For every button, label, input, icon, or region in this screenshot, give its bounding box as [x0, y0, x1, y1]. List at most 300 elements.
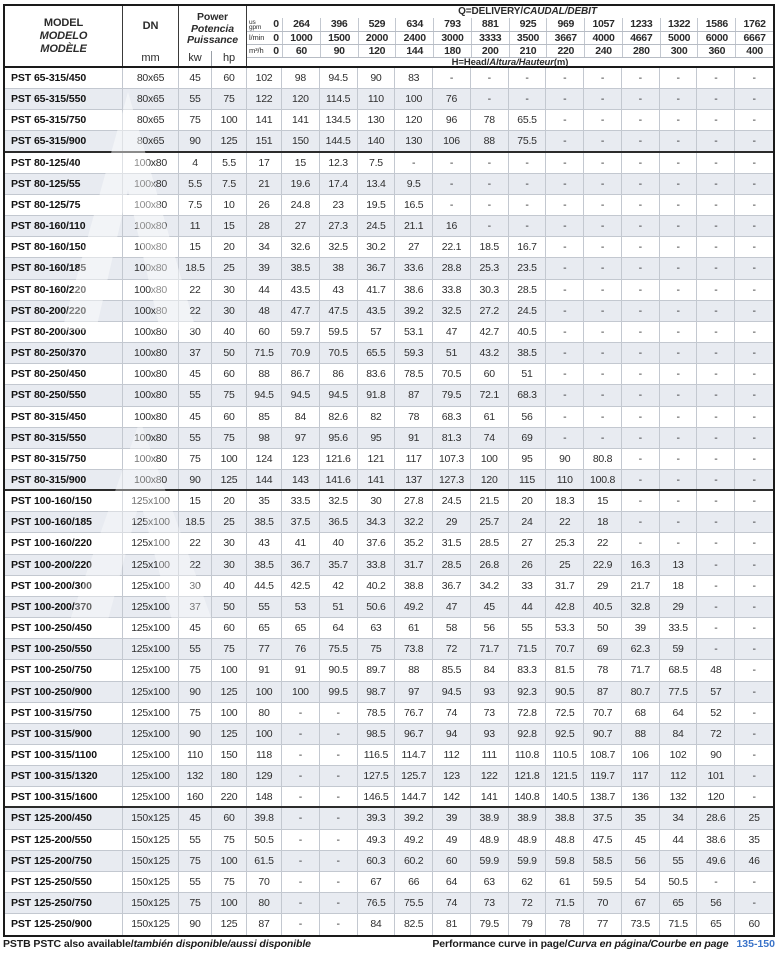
- hp-cell: 30: [212, 555, 247, 575]
- model-cell: PST 80-160/220: [5, 280, 123, 300]
- kw-cell: 55: [179, 89, 212, 109]
- model-cell: PST 100-160/220: [5, 533, 123, 553]
- kw-cell: 4: [179, 153, 212, 173]
- head-value-cell: 141.6: [320, 470, 358, 489]
- flow-header-rows: [247, 18, 773, 57]
- head-value-cell: -: [697, 153, 735, 173]
- model-cell: PST 65-315/900: [5, 131, 123, 150]
- head-value-cell: 33.6: [395, 258, 433, 278]
- head-value-cell: 17.4: [320, 174, 358, 194]
- head-value-cell: -: [660, 174, 698, 194]
- head-value-cell: -: [622, 322, 660, 342]
- hp-cell: 75: [212, 639, 247, 659]
- head-value-cell: 47.7: [282, 301, 320, 321]
- head-value-cell: 62.3: [622, 639, 660, 659]
- head-value-cell: 49.2: [395, 830, 433, 850]
- page-numbers: 135-150: [736, 938, 775, 950]
- dn-cell: 80x65: [123, 110, 179, 130]
- table-row: [5, 89, 773, 110]
- hp-cell: 125: [212, 131, 247, 150]
- hp-cell: 40: [212, 322, 247, 342]
- hp-cell: 125: [212, 724, 247, 744]
- head-value-cell: -: [660, 89, 698, 109]
- head-value-cell: -: [546, 68, 584, 88]
- head-value-cell: 63: [471, 872, 509, 892]
- head-value-cell: 73: [471, 893, 509, 913]
- head-value-cell: -: [509, 89, 547, 109]
- head-value-cell: -: [546, 364, 584, 384]
- table-row: [5, 830, 773, 851]
- model-cell: PST 80-250/450: [5, 364, 123, 384]
- flow-value: 264: [282, 18, 320, 31]
- head-value-cell: 81.5: [546, 660, 584, 680]
- head-value-cell: 44.5: [247, 576, 282, 596]
- footer-availability-en: PSTB PSTC also available/: [3, 938, 134, 950]
- head-value-cell: -: [320, 914, 358, 935]
- head-value-cell: -: [660, 301, 698, 321]
- head-value-cell: -: [660, 407, 698, 427]
- head-value-cell: 25.3: [546, 533, 584, 553]
- table-row: [5, 174, 773, 195]
- footer-curve-en: Performance curve in page/: [432, 938, 568, 950]
- head-value-cell: -: [697, 470, 735, 489]
- head-value-cell: 45: [622, 830, 660, 850]
- head-value-cell: 71.5: [247, 343, 282, 363]
- head-value-cell: 92.8: [509, 724, 547, 744]
- head-value-cell: 138.7: [584, 787, 622, 806]
- head-value-cell: -: [660, 470, 698, 489]
- head-value-cell: 68.3: [509, 385, 547, 405]
- head-value-cell: 18: [584, 512, 622, 532]
- head-value-cell: 60: [471, 364, 509, 384]
- head-value-cell: 28.5: [433, 555, 471, 575]
- head-value-cell: 39: [433, 808, 471, 828]
- hp-cell: 60: [212, 808, 247, 828]
- flow-header-row: [247, 18, 773, 31]
- head-value-cell: 65: [660, 893, 698, 913]
- head-value-cell: 17: [247, 153, 282, 173]
- head-value-cell: 93: [471, 682, 509, 702]
- head-value-cell: 72.5: [546, 703, 584, 723]
- head-value-cell: 15: [282, 153, 320, 173]
- head-value-cell: 76.7: [395, 703, 433, 723]
- model-cell: PST 100-200/300: [5, 576, 123, 596]
- head-value-cell: -: [660, 364, 698, 384]
- model-cell: PST 100-250/750: [5, 660, 123, 680]
- head-value-cell: -: [752, 685, 756, 698]
- head-value-cell: -: [622, 385, 660, 405]
- head-value-cell: -: [752, 558, 756, 571]
- head-value-cell: 144.5: [320, 131, 358, 150]
- head-value-cell: 16.5: [395, 195, 433, 215]
- head-value-cell: 57: [358, 322, 396, 342]
- table-row: [5, 364, 773, 385]
- head-value-cell: -: [320, 766, 358, 786]
- model-cell: PST 65-315/450: [5, 68, 123, 88]
- head-value-cell: -: [752, 516, 756, 529]
- head-value-cell: 68.5: [660, 660, 698, 680]
- head-value-cell: 78: [546, 914, 584, 935]
- head-value-cell: -: [697, 174, 735, 194]
- head-value-cell: -: [752, 156, 756, 169]
- head-value-cell: 46: [748, 854, 760, 867]
- head-value-cell: 60: [247, 322, 282, 342]
- head-value-cell: 143: [282, 470, 320, 489]
- head-value-cell: -: [697, 555, 735, 575]
- head-value-cell: -: [697, 618, 735, 638]
- model-cell: PST 80-250/370: [5, 343, 123, 363]
- head-value-cell: 47: [433, 322, 471, 342]
- head-value-cell: 18.3: [546, 491, 584, 511]
- pump-specs-table: [3, 4, 775, 937]
- head-value-cell: -: [584, 131, 622, 150]
- dn-cell: 125x100: [123, 533, 179, 553]
- hp-cell: 75: [212, 872, 247, 892]
- head-value-cell: -: [282, 787, 320, 806]
- dn-cell: 100x80: [123, 407, 179, 427]
- table-row: [5, 428, 773, 449]
- head-value-cell: -: [471, 195, 509, 215]
- head-value-cell: 94.5: [320, 68, 358, 88]
- kw-cell: 45: [179, 68, 212, 88]
- kw-cell: 45: [179, 618, 212, 638]
- head-value-cell: 43: [320, 280, 358, 300]
- head-value-cell: -: [697, 343, 735, 363]
- head-value-cell: -: [752, 875, 756, 888]
- head-value-cell: 98.7: [358, 682, 396, 702]
- flow-value: 2000: [358, 32, 396, 44]
- kw-cell: 22: [179, 533, 212, 553]
- head-value-cell: 7.5: [358, 153, 396, 173]
- head-value-cell: -: [697, 639, 735, 659]
- dn-cell: 80x65: [123, 68, 179, 88]
- header-dn-label: DN: [142, 20, 159, 32]
- head-value-cell: -: [752, 664, 756, 677]
- head-value-cell: 44: [660, 830, 698, 850]
- table-row: [5, 407, 773, 428]
- head-value-cell: -: [752, 791, 756, 804]
- head-value-cell: 82.5: [395, 914, 433, 935]
- head-value-cell: 78: [395, 407, 433, 427]
- kw-cell: 30: [179, 322, 212, 342]
- dn-cell: 100x80: [123, 428, 179, 448]
- head-value-cell: 61: [546, 872, 584, 892]
- head-value-cell: 30.3: [471, 280, 509, 300]
- head-value-cell: 121.6: [320, 449, 358, 469]
- dn-cell: 125x100: [123, 787, 179, 806]
- head-value-cell: 65: [697, 914, 735, 935]
- head-value-cell: -: [546, 237, 584, 257]
- table-row: [5, 851, 773, 872]
- head-value-cell: -: [660, 449, 698, 469]
- kw-cell: 15: [179, 237, 212, 257]
- kw-cell: 45: [179, 808, 212, 828]
- head-value-cell: 76.5: [358, 893, 396, 913]
- head-value-cell: 37.6: [358, 533, 396, 553]
- head-value-cell: -: [622, 131, 660, 150]
- head-value-cell: -: [752, 452, 756, 465]
- model-cell: PST 80-315/550: [5, 428, 123, 448]
- hp-cell: 5.5: [212, 153, 247, 173]
- flow-value: 280: [622, 45, 660, 57]
- table-row: [5, 893, 773, 914]
- head-value-cell: 59.9: [509, 851, 547, 871]
- head-value-cell: -: [546, 258, 584, 278]
- head-value-cell: 21.1: [395, 216, 433, 236]
- head-value-cell: 140.8: [509, 787, 547, 806]
- head-value-cell: -: [697, 576, 735, 596]
- head-value-cell: -: [546, 153, 584, 173]
- head-value-cell: 47: [433, 597, 471, 617]
- flow-value: 210: [509, 45, 547, 57]
- head-value-cell: -: [697, 110, 735, 130]
- head-value-cell: -: [320, 851, 358, 871]
- head-value-cell: 71.5: [509, 639, 547, 659]
- model-cell: PST 100-250/550: [5, 639, 123, 659]
- dn-cell: 100x80: [123, 301, 179, 321]
- hp-cell: 100: [212, 660, 247, 680]
- head-value-cell: 120: [471, 470, 509, 489]
- kw-cell: 75: [179, 660, 212, 680]
- head-value-cell: 74: [433, 703, 471, 723]
- head-value-cell: 79: [509, 914, 547, 935]
- head-value-cell: 85.5: [433, 660, 471, 680]
- head-value-cell: 31.7: [546, 576, 584, 596]
- head-value-cell: 77: [584, 914, 622, 935]
- head-value-cell: -: [622, 533, 660, 553]
- flow-unit-cell: l/min 0: [249, 32, 279, 44]
- hp-cell: 20: [212, 491, 247, 511]
- head-value-cell: -: [697, 491, 735, 511]
- head-value-cell: 64: [433, 872, 471, 892]
- model-cell: PST 80-160/150: [5, 237, 123, 257]
- head-value-cell: 100: [471, 449, 509, 469]
- dn-cell: 125x100: [123, 576, 179, 596]
- head-value-cell: 87: [584, 682, 622, 702]
- head-value-cell: 80.8: [584, 449, 622, 469]
- head-value-cell: -: [697, 322, 735, 342]
- header-hp-label: hp: [222, 52, 236, 64]
- head-value-cell: 68: [622, 703, 660, 723]
- flow-value: 4000: [584, 32, 622, 44]
- head-value-cell: 25.3: [471, 258, 509, 278]
- head-value-cell: 83: [395, 68, 433, 88]
- table-row: [5, 682, 773, 703]
- hp-cell: 100: [212, 110, 247, 130]
- head-value-cell: 64: [660, 703, 698, 723]
- head-value-cell: 84: [282, 407, 320, 427]
- head-value-cell: 101: [697, 766, 735, 786]
- head-value-cell: 78.5: [358, 703, 396, 723]
- table-row: [5, 555, 773, 576]
- head-value-cell: -: [660, 258, 698, 278]
- header-power: [179, 6, 247, 66]
- head-value-cell: 31.5: [433, 533, 471, 553]
- head-value-cell: -: [697, 195, 735, 215]
- head-value-cell: -: [320, 872, 358, 892]
- hp-cell: 220: [212, 787, 247, 806]
- hp-cell: 100: [212, 893, 247, 913]
- head-value-cell: -: [660, 153, 698, 173]
- head-value-cell: 43.2: [471, 343, 509, 363]
- head-value-cell: -: [546, 322, 584, 342]
- hp-cell: 125: [212, 682, 247, 702]
- head-value-cell: -: [697, 597, 735, 617]
- head-value-cell: 94.5: [320, 385, 358, 405]
- head-value-cell: -: [471, 68, 509, 88]
- flow-unit-cell: us gpm 0: [249, 18, 279, 31]
- head-value-cell: 25: [748, 812, 760, 825]
- head-value-cell: -: [622, 110, 660, 130]
- head-value-cell: 39: [247, 258, 282, 278]
- head-value-cell: 66: [395, 872, 433, 892]
- kw-cell: 22: [179, 280, 212, 300]
- head-value-cell: 81: [433, 914, 471, 935]
- head-value-cell: 124: [247, 449, 282, 469]
- head-value-cell: 130: [395, 131, 433, 150]
- head-value-cell: -: [282, 914, 320, 935]
- head-value-cell: -: [752, 283, 756, 296]
- table-row: [5, 576, 773, 597]
- head-value-cell: 39.2: [395, 301, 433, 321]
- kw-cell: 55: [179, 830, 212, 850]
- head-value-cell: 9.5: [395, 174, 433, 194]
- flow-value: 4667: [622, 32, 660, 44]
- head-value-cell: -: [584, 258, 622, 278]
- hp-cell: 10: [212, 195, 247, 215]
- head-value-cell: -: [584, 301, 622, 321]
- head-value-cell: 89.7: [358, 660, 396, 680]
- head-value-cell: 35: [247, 491, 282, 511]
- head-value-cell: 127.3: [433, 470, 471, 489]
- head-value-cell: 117: [395, 449, 433, 469]
- head-value-cell: -: [752, 177, 756, 190]
- flow-unit-cell: m³/h 0: [249, 45, 279, 57]
- head-value-cell: 96.7: [395, 724, 433, 744]
- head-value-cell: -: [320, 724, 358, 744]
- head-value-cell: 140.5: [546, 787, 584, 806]
- head-value-cell: -: [546, 343, 584, 363]
- table-row: [5, 703, 773, 724]
- head-value-cell: 38.9: [471, 808, 509, 828]
- head-value-cell: 71.5: [546, 893, 584, 913]
- head-value-cell: 37.5: [584, 808, 622, 828]
- head-value-cell: -: [752, 135, 756, 148]
- head-value-cell: 40.5: [584, 597, 622, 617]
- kw-cell: 37: [179, 597, 212, 617]
- table-row: [5, 153, 773, 174]
- head-value-cell: 29: [433, 512, 471, 532]
- head-value-cell: -: [622, 364, 660, 384]
- head-value-cell: -: [546, 428, 584, 448]
- head-value-cell: 33.8: [433, 280, 471, 300]
- dn-cell: 80x65: [123, 131, 179, 150]
- head-value-cell: 91: [395, 428, 433, 448]
- head-value-cell: 95: [358, 428, 396, 448]
- head-value-cell: 84: [660, 724, 698, 744]
- table-row: [5, 322, 773, 343]
- table-row: [5, 872, 773, 893]
- head-value-cell: 27.2: [471, 301, 509, 321]
- head-value-cell: 51: [433, 343, 471, 363]
- head-value-cell: 42.7: [471, 322, 509, 342]
- header-model-es: MODELO: [39, 29, 88, 42]
- head-value-cell: -: [320, 703, 358, 723]
- model-cell: PST 100-250/450: [5, 618, 123, 638]
- footer-availability-note: [3, 938, 311, 950]
- head-value-cell: -: [660, 131, 698, 150]
- dn-cell: 125x100: [123, 597, 179, 617]
- head-value-cell: 91: [282, 660, 320, 680]
- head-value-cell: -: [509, 153, 547, 173]
- head-value-cell: 110.8: [509, 745, 547, 765]
- head-value-cell: 73.8: [395, 639, 433, 659]
- table-row: [5, 512, 773, 533]
- table-row: [5, 597, 773, 618]
- head-value-cell: 23: [320, 195, 358, 215]
- head-value-cell: -: [697, 216, 735, 236]
- flow-value: 144: [395, 45, 433, 57]
- head-value-cell: 116.5: [358, 745, 396, 765]
- head-value-cell: 33: [509, 576, 547, 596]
- head-value-cell: 70: [247, 872, 282, 892]
- head-value-cell: -: [395, 153, 433, 173]
- model-cell: PST 65-315/750: [5, 110, 123, 130]
- head-value-cell: 26: [247, 195, 282, 215]
- head-value-cell: 55: [247, 597, 282, 617]
- head-value-cell: 32.8: [622, 597, 660, 617]
- head-value-cell: 90.5: [546, 682, 584, 702]
- kw-cell: 75: [179, 110, 212, 130]
- head-value-cell: 98: [282, 68, 320, 88]
- head-value-cell: -: [622, 470, 660, 489]
- head-value-cell: 57: [697, 682, 735, 702]
- head-value-cell: 38.5: [247, 555, 282, 575]
- head-value-cell: 100: [247, 724, 282, 744]
- head-value-cell: -: [697, 512, 735, 532]
- head-value-cell: 43: [247, 533, 282, 553]
- model-cell: PST 100-160/150: [5, 491, 123, 511]
- head-value-cell: 92.3: [509, 682, 547, 702]
- head-value-cell: 65.5: [358, 343, 396, 363]
- head-value-cell: -: [546, 110, 584, 130]
- head-value-cell: 77: [247, 639, 282, 659]
- delivery-title: [247, 6, 773, 18]
- kw-cell: 55: [179, 872, 212, 892]
- head-value-cell: 141: [358, 470, 396, 489]
- head-value-cell: 22.1: [433, 237, 471, 257]
- head-value-cell: 92.5: [546, 724, 584, 744]
- head-value-cell: 19.6: [282, 174, 320, 194]
- head-value-cell: 70.7: [584, 703, 622, 723]
- head-value-cell: -: [282, 808, 320, 828]
- head-value-cell: 121: [358, 449, 396, 469]
- head-value-cell: 79.5: [471, 914, 509, 935]
- kw-cell: 90: [179, 682, 212, 702]
- head-value-cell: 123: [282, 449, 320, 469]
- head-value-cell: 142: [433, 787, 471, 806]
- head-value-cell: -: [433, 174, 471, 194]
- head-value-cell: -: [509, 174, 547, 194]
- hp-cell: 75: [212, 428, 247, 448]
- flow-zero-value: 0: [273, 18, 279, 30]
- head-value-cell: 82: [358, 407, 396, 427]
- head-title-en: H=Head/: [451, 57, 490, 68]
- head-value-cell: 127.5: [358, 766, 396, 786]
- head-value-cell: 88: [622, 724, 660, 744]
- flow-value: 881: [471, 18, 509, 31]
- head-value-cell: 34: [660, 808, 698, 828]
